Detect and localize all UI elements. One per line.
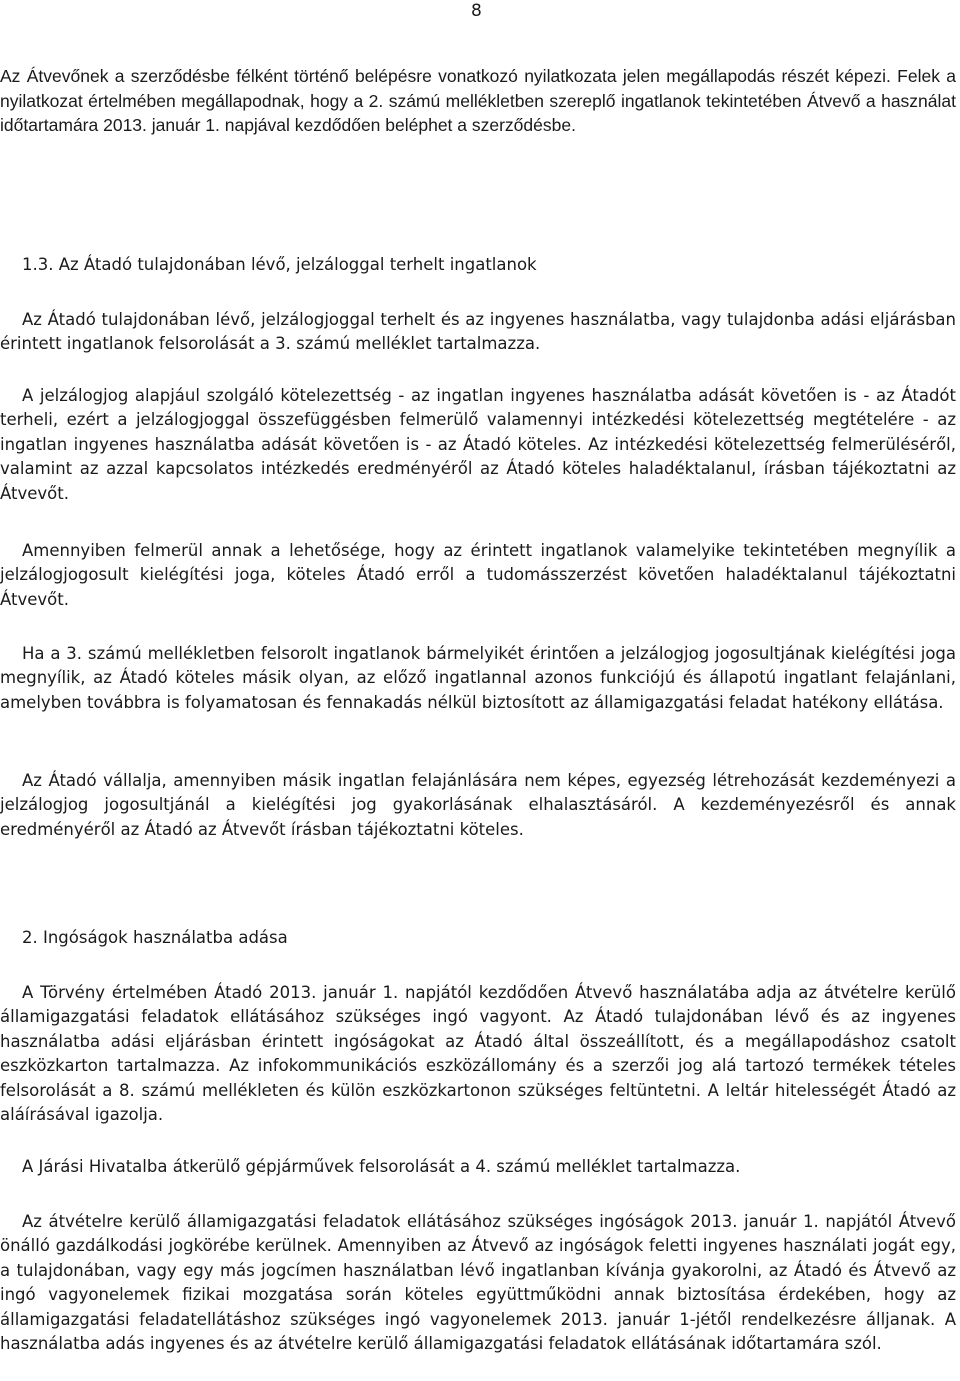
intro-paragraph: Az Átvevőnek a szerződésbe félként történő belépésre vonatkozó nyilatkozata jelen megállapodás részét képezi. Felek a nyilatkozat értelmében megállapodnak, hogy a 2. számú mellékletben szereplő ingatlanok tekintetében Átvevő a használat időtartamára 2013. január 1. napjával kezdődően beléphet a szerződésbe. bbox=[0, 66, 956, 135]
paragraph-settlement: Az Átadó vállalja, amennyiben másik ingatlan felajánlására nem képes, egyezség létrehozását kezdeményezi a jelzálogjog jogosultjánál a kielégítési jog gyakorlásának elhalasztásáról. A kezdeményezésről és annak eredményéről az Átadó az Átvevőt írásban tájékoztatni köteles. bbox=[0, 771, 956, 839]
paragraph-movable-assets: A Törvény értelmében Átadó 2013. január 1. napjától kezdődően Átvevő használatába adja az átvételre kerülő államigazgatási feladatok ellátásához szükséges ingó vagyont. Az Átadó tulajdonában lévő és az ingyenes használatba adási eljárásban érintett ingóságokat az Átadó által összeállított, és a megállapodáshoz csatolt eszközkarton tartalmazza. Az infokommunikációs eszközállomány és a szerzői jog alá tartozó termékek tételes felsorolását a 8. számú mellékleten és külön eszközkartonon szükséges feltüntetni. A leltár hitelességét Átadó az aláírásával igazolja. bbox=[0, 983, 956, 1125]
section-1-3-heading: 1.3. Az Átadó tulajdonában lévő, jelzáloggal terhelt ingatlanok bbox=[22, 255, 537, 274]
page-number: 8 bbox=[471, 1, 482, 21]
paragraph-notification: Amennyiben felmerül annak a lehetősége, hogy az érintett ingatlanok valamelyike tekintetében megnyílik a jelzálogjogosult kielégítési joga, köteles Átadó erről a tudomásszerzést követően haladéktalanul tájékoztatni Átvevőt. bbox=[0, 541, 956, 609]
section-2-heading: 2. Ingóságok használatba adása bbox=[22, 928, 288, 947]
paragraph-mortgage-list: Az Átadó tulajdonában lévő, jelzálogjoggal terhelt és az ingyenes használatba, vagy tulajdonba adási eljárásban érintett ingatlanok felsorolását a 3. számú melléklet tartalmazza. bbox=[0, 310, 956, 354]
paragraph-management-rights: Az átvételre kerülő államigazgatási feladatok ellátásához szükséges ingóságok 2013. január 1. napjától Átvevő önálló gazdálkodási jogkörébe kerülnek. Amennyiben az Átvevő az ingóságok feletti ingyenes használati jogát egy, a tulajdonában, vagy egy más jogcímen használatban lévő ingatlanban kívánja gyakorolni, az Átadó és Átvevő az ingó vagyonelemek fizikai mozgatása során köteles együttműködni annak biztosítása érdekében, hogy az államigazgatási feladatellátáshoz szükséges ingó vagyonelemek 2013. január 1-jétől rendelkezésre álljanak. A használatba adás ingyenes és az átvételre kerülő államigazgatási feladatok ellátásának időtartamára szól. bbox=[0, 1212, 956, 1354]
paragraph-vehicles: A Járási Hivatalba átkerülő gépjárművek felsorolását a 4. számú melléklet tartalmazza. bbox=[22, 1157, 741, 1176]
paragraph-mortgage-obligation: A jelzálogjog alapjául szolgáló kötelezettség - az ingatlan ingyenes használatba adását követően is - az Átadót terheli, ezért a jelzálogjoggal összefüggésben felmerülő valamennyi intézkedési kötelezettség megtételére - az ingatlan ingyenes használatba adását követően is - az Átadó köteles. Az intézkedési kötelezettség felmerüléséről, valamint az azzal kapcsolatos intézkedés eredményéről az Átadó köteles haladéktalanul, írásban tájékoztatni az Átvevőt. bbox=[0, 386, 956, 503]
paragraph-replacement-property: Ha a 3. számú mellékletben felsorolt ingatlanok bármelyikét érintően a jelzálogjog jogosultjának kielégítési joga megnyílik, az Átadó köteles másik olyan, az előző ingatlannal azonos funkciójú és állapotú ingatlant felajánlani, amelyben továbbra is folyamatosan és fennakadás nélkül biztosított az államigazgatási feladat hatékony ellátása. bbox=[0, 644, 956, 712]
